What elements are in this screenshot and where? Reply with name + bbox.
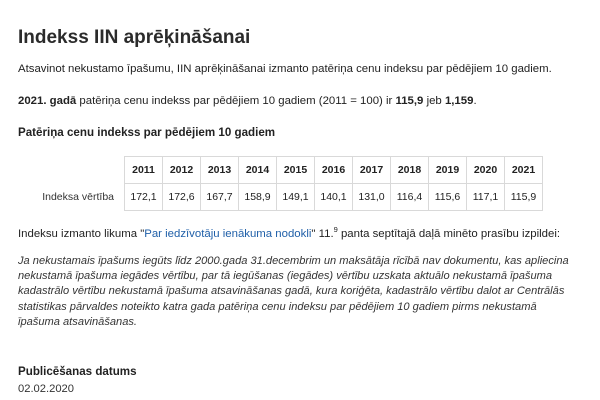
stat-text-end: . — [473, 95, 477, 107]
law-reference — [18, 225, 560, 240]
value-2014: 158,9 — [239, 184, 277, 211]
page-title: Indekss IIN aprēķināšanai — [18, 27, 251, 48]
index-statement — [18, 95, 477, 107]
value-2018: 116,4 — [391, 184, 429, 211]
table-row — [38, 184, 543, 211]
row-label: Indeksa vērtība — [42, 191, 114, 203]
value-2021: 115,9 — [505, 184, 543, 211]
year-2012: 2012 — [163, 157, 201, 184]
year-2019: 2019 — [429, 157, 467, 184]
publication-date: 02.02.2020 — [18, 383, 74, 395]
value-2017: 131,0 — [353, 184, 391, 211]
year-2014: 2014 — [239, 157, 277, 184]
value-2013: 167,7 — [201, 184, 239, 211]
stat-value-b: 1,159 — [444, 95, 474, 107]
year-2021: 2021 — [505, 157, 543, 184]
intro-text: Atsavinot nekustamo īpašumu, IIN aprēķināšanai izmanto patēriņa cenu indeksu par pēdējiem 10 gadiem. — [18, 63, 552, 75]
year-2011: 2011 — [125, 157, 163, 184]
publication-date-label: Publicēšanas datums — [18, 365, 137, 378]
value-2016: 140,1 — [315, 184, 353, 211]
year-2016: 2016 — [315, 157, 353, 184]
table-corner — [38, 157, 125, 184]
year-2020: 2020 — [467, 157, 505, 184]
value-2011: 172,1 — [125, 184, 163, 211]
index-table — [38, 156, 543, 211]
table-header-row — [38, 157, 543, 184]
value-2020: 117,1 — [467, 184, 505, 211]
law-text-before: Indeksu izmanto likuma " — [18, 227, 145, 240]
value-2019: 115,6 — [429, 184, 467, 211]
stat-value-a: 115,9 — [395, 95, 424, 107]
table-title: Patēriņa cenu indekss par pēdējiem 10 gadiem — [18, 126, 276, 139]
law-text-after-link: " 11. — [311, 227, 334, 240]
stat-text-mid: jeb — [423, 95, 445, 107]
value-2012: 172,6 — [163, 184, 201, 211]
law-superscript: 9 — [333, 225, 338, 234]
year-2015: 2015 — [277, 157, 315, 184]
year-2013: 2013 — [201, 157, 239, 184]
stat-year: 2021. gadā — [18, 95, 77, 107]
law-quote: Ja nekustamais īpašums iegūts līdz 2000.gada 31.decembrim un maksātāja rīcībā nav dokumentu, kas apliecina nekustamā īpašuma iegādes vērtību, par tā iegūšanas (iegādes) vērtību uzskata aktuālo nekustamā īpašuma kadastrālo vērtību nekustamā īpašuma atsavināšanas gadā, kura koriģēta, kadastrālo vērtību dalot ar Centrālās statistikas pārvaldes noteikto katra gada patēriņa cenu indeksu par pēdējiem 10 gadiem pirms nekustamā īpašuma atsavināšanas. — [18, 255, 569, 328]
year-2017: 2017 — [353, 157, 391, 184]
law-text-after: panta septītajā daļā minēto prasību izpildei: — [337, 227, 561, 240]
value-2015: 149,1 — [277, 184, 315, 211]
law-link[interactable]: Par iedzīvotāju ienākuma nodokli — [144, 227, 312, 240]
stat-text-before: patēriņa cenu indekss par pēdējiem 10 gadiem (2011 = 100) ir — [76, 95, 396, 107]
year-2018: 2018 — [391, 157, 429, 184]
